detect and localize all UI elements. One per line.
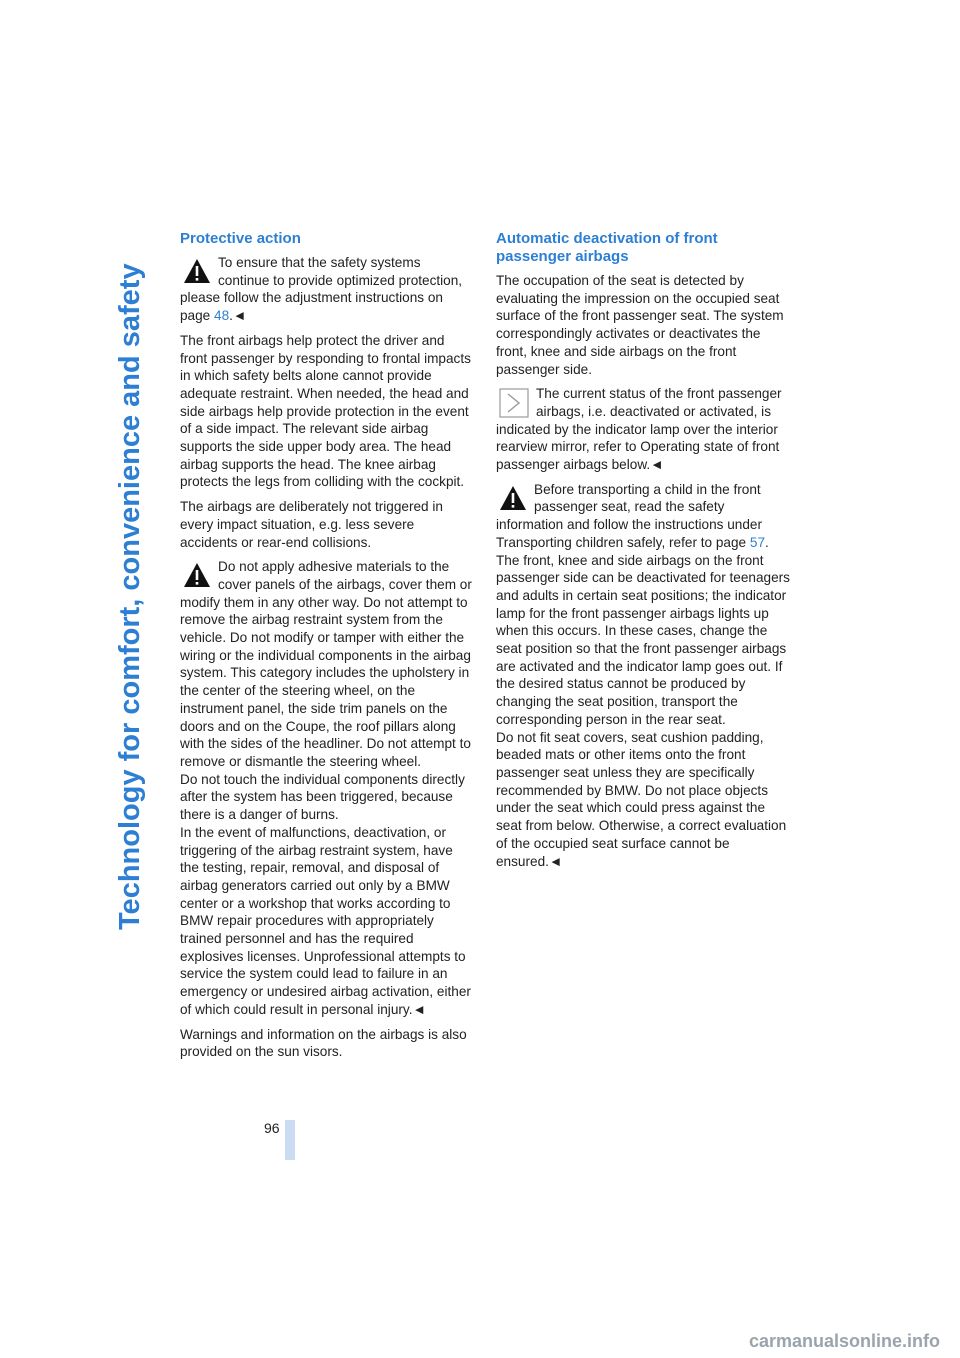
warning-triangle-icon (182, 560, 212, 590)
body-paragraph: The occupation of the seat is detected by evaluating the impression on the occupied seat surface of the front passenger seat. The system correspondingly activates or deactivates the front, knee and side airbags on the front passenger side. (496, 273, 784, 377)
body-paragraph: The front airbags help protect the driver and front passenger by responding to frontal impacts in which safety belts alone cannot provide adequate restraint. When needed, the head and side airbags help provide protection in the event of a side impact. The relevant side airbag supports the side upper body area. The head airbag supports the head. The knee airbag protects the legs from colliding with the cockpit. (180, 332, 471, 490)
section-heading-automatic-deactivation: Automatic deactivation of front passenger airbags (496, 230, 718, 265)
left-column (180, 230, 475, 1068)
warning-note: Do not apply adhesive materials to the cover panels of the airbags, cover them or modify them in any other way. Do not attempt to remove the airbag restraint system from the vehicle. Do not modify or tamper with either the wiring or the individual components in the airbag system. This category includes the upholstery in the center of the steering wheel, on the instrument panel, the side trim panels on the doors and on the Coupe, the roof pillars along with the sides of the headliner. Do not attempt to remove or dismantle the steering wheel. Do not touch the individual components directly after the system has been triggered, because there is a danger of burns. In the event of malfunctions, deactivation, or triggering of the airbag restraint system, have the testing, repair, removal, and disposal of airbag generators carried out only by a BMW center or a workshop that works according to BMW repair procedures with appropriately trained personnel and has the required explosives licenses. Unprofessional attempts to service the system could lead to failure in an emergency or undesired airbag activation, either of which could result in personal injury.◄ (180, 559, 472, 1017)
note-arrow-icon (498, 387, 530, 419)
chapter-title: Technology for comfort, convenience and safety (114, 263, 146, 930)
info-note: The current status of the front passenger airbags, i.e. deactivated or activated, is indicated by the indicator lamp over the interior rearview mirror, refer to Operating state of front passenger airbags below.◄ (496, 386, 782, 473)
warning-triangle-icon (498, 483, 528, 513)
watermark: carmanualsonline.info (748, 1331, 940, 1351)
page-number: 96 (264, 1120, 280, 1136)
section-heading-protective-action: Protective action (180, 230, 301, 247)
warning-triangle-icon (182, 256, 212, 286)
warning-note: To ensure that the safety systems continue to provide optimized protection, please follow the adjustment instructions on page 48.◄ (180, 255, 463, 324)
page-link-57[interactable]: 57 (749, 534, 766, 550)
warning-note: Before transporting a child in the front passenger seat, read the safety information and follow the instructions under Transporting children safely, refer to page 57. The front, knee and side airbags on the front passenger side can be deactivated for teenagers and adults in certain seat positions; the indicator lamp for the front passenger airbags lights up when this occurs. In these cases, change the seat position so that the front passenger airbags are activated and the indicator lamp goes out. If the desired status cannot be produced by changing the seat position, transport the corresponding person in the rear seat. Do not fit seat covers, seat cushion padding, beaded mats or other items onto the front passenger seat unless they are specifically recommended by BMW. Do not place objects under the seat which could press against the seat from below. Otherwise, a correct evaluation of the occupied seat surface cannot be ensured.◄ (496, 481, 790, 869)
right-column (496, 230, 791, 877)
page-link-48[interactable]: 48 (214, 308, 230, 324)
body-paragraph: The airbags are deliberately not triggered in every impact situation, e.g. less severe accidents or rear-end collisions. (180, 499, 443, 550)
body-paragraph: Warnings and information on the airbags is also provided on the sun visors. (180, 1026, 467, 1060)
page-marker-bar (285, 1120, 295, 1160)
